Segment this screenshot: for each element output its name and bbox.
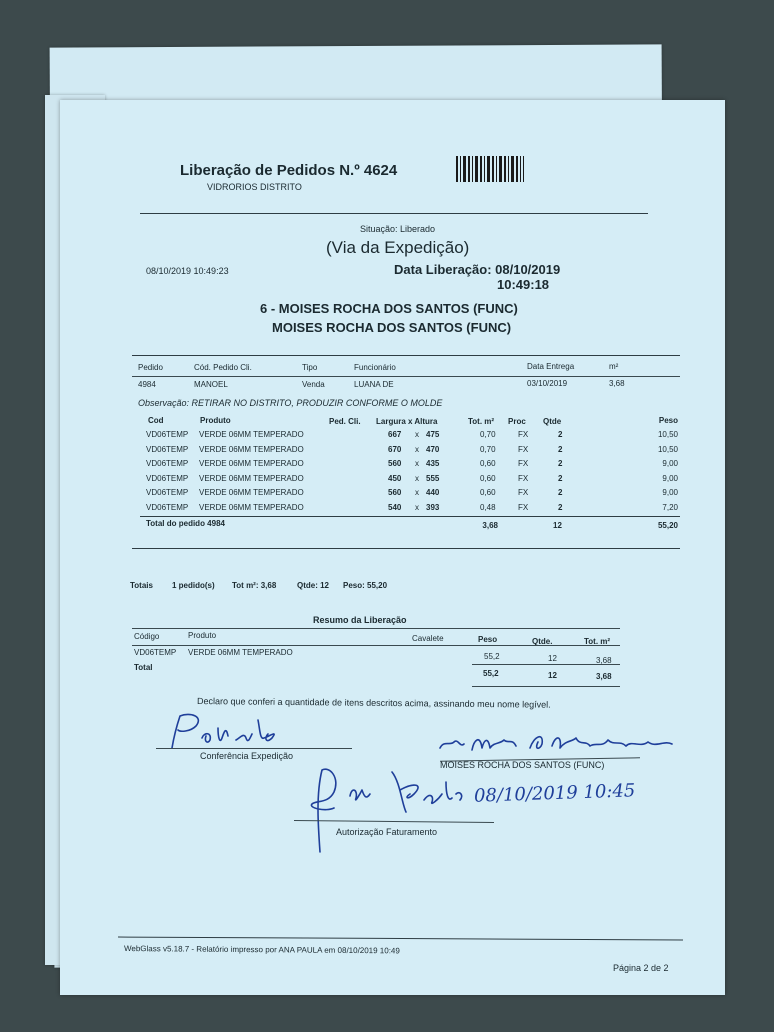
- item-cod: VD06TEMP: [146, 488, 189, 498]
- divider: [132, 628, 620, 629]
- liberacao-time: 10:49:18: [497, 277, 550, 292]
- client-line-2: MOISES ROCHA DOS SANTOS (FUNC): [272, 320, 512, 335]
- divider: [132, 645, 620, 646]
- item-produto: VERDE 06MM TEMPERADO: [199, 473, 304, 483]
- item-altura: 475: [426, 430, 440, 439]
- print-datetime: 08/10/2019 10:49:23: [146, 266, 229, 276]
- item-largura: 560: [388, 488, 402, 498]
- items-col-produto: Produto: [200, 416, 231, 425]
- col-data-entrega: Data Entrega: [527, 362, 575, 371]
- item-proc: FX: [518, 488, 529, 498]
- dimension-separator: x: [415, 473, 419, 483]
- order-data-entrega: 03/10/2019: [527, 379, 568, 388]
- order-m2: 3,68: [609, 379, 625, 388]
- resumo-total-qtde: 12: [548, 671, 557, 680]
- dimension-separator: x: [415, 459, 419, 469]
- resumo-peso: 55,2: [484, 652, 500, 661]
- client-signature: [434, 726, 679, 758]
- resumo-totm2: 3,68: [596, 656, 612, 665]
- item-cod: VD06TEMP: [146, 430, 189, 439]
- printed-by: WebGlass v5.18.7 - Relatório impresso por ANA PAULA em 08/10/2019 10:49: [123, 944, 400, 956]
- items-total-qtde: 12: [553, 521, 562, 530]
- item-produto: VERDE 06MM TEMPERADO: [199, 503, 304, 512]
- totais-peso: Peso: 55,20: [343, 581, 388, 590]
- resumo-produto: VERDE 06MM TEMPERADO: [188, 648, 293, 657]
- dimension-separator: x: [415, 503, 419, 512]
- company-name: VIDRORIOS DISTRITO: [207, 182, 302, 192]
- item-qtde: 2: [558, 444, 563, 454]
- item-qtde: 2: [558, 430, 563, 439]
- item-produto: VERDE 06MM TEMPERADO: [199, 459, 304, 469]
- items-total-peso: 55,20: [657, 521, 678, 530]
- resumo-qtde: 12: [548, 654, 557, 663]
- items-col-totm2: Tot. m²: [468, 417, 495, 426]
- col-m2: m²: [609, 362, 619, 371]
- autorizacao-signature: [300, 764, 470, 856]
- item-proc: FX: [518, 503, 529, 512]
- item-peso: 9,00: [662, 473, 678, 483]
- items-col-pedcli: Ped. Cli.: [329, 417, 361, 426]
- item-largura: 540: [388, 503, 402, 512]
- resumo-codigo: VD06TEMP: [134, 648, 177, 657]
- resumo-col-peso: Peso: [478, 635, 498, 644]
- item-peso: 9,00: [662, 459, 678, 469]
- resumo-col-cavalete: Cavalete: [412, 634, 444, 643]
- items-total-label: Total do pedido 4984: [146, 519, 225, 528]
- divider: [132, 548, 680, 549]
- item-qtde: 2: [558, 488, 563, 498]
- item-peso: 9,00: [662, 488, 678, 498]
- item-totm2: 0,60: [480, 459, 496, 469]
- page-number: Página 2 de 2: [613, 963, 669, 973]
- item-produto: VERDE 06MM TEMPERADO: [199, 488, 304, 498]
- dimension-separator: x: [415, 444, 419, 454]
- item-produto: VERDE 06MM TEMPERADO: [199, 444, 304, 454]
- item-totm2: 0,60: [480, 473, 496, 483]
- divider: [472, 686, 620, 687]
- item-altura: 440: [426, 488, 440, 498]
- item-peso: 10,50: [657, 444, 678, 454]
- col-tipo: Tipo: [302, 363, 318, 372]
- autorizacao-label: Autorização Faturamento: [336, 827, 438, 837]
- item-cod: VD06TEMP: [146, 473, 189, 483]
- col-funcionario: Funcionário: [354, 363, 396, 372]
- item-cod: VD06TEMP: [146, 444, 189, 454]
- liberacao-date: Data Liberação: 08/10/2019: [394, 262, 561, 277]
- signature-line: [156, 748, 352, 749]
- situacao-label: Situação: Liberado: [360, 224, 436, 234]
- item-proc: FX: [518, 430, 529, 439]
- item-altura: 435: [426, 459, 440, 469]
- item-largura: 670: [388, 444, 402, 454]
- resumo-total-label: Total: [134, 663, 153, 672]
- order-tipo: Venda: [302, 380, 325, 389]
- resumo-total-peso: 55,2: [483, 669, 499, 678]
- handwritten-date: 08/10/2019 10:45: [473, 780, 636, 807]
- item-proc: FX: [518, 459, 529, 469]
- item-proc: FX: [518, 444, 529, 454]
- client-line-1: 6 - MOISES ROCHA DOS SANTOS (FUNC): [260, 301, 518, 316]
- dimension-separator: x: [415, 430, 419, 439]
- document-title: Liberação de Pedidos N.º 4624: [180, 162, 398, 179]
- item-totm2: 0,70: [480, 430, 496, 439]
- col-cod-pedido-cli: Cód. Pedido Cli.: [194, 363, 252, 372]
- item-qtde: 2: [558, 473, 563, 483]
- item-altura: 555: [426, 473, 440, 483]
- item-qtde: 2: [558, 459, 563, 469]
- declaration: Declaro que conferi a quantidade de itens descritos acima, assinando meu nome legível.: [196, 696, 551, 710]
- item-totm2: 0,70: [480, 444, 496, 454]
- divider: [140, 213, 648, 214]
- resumo-col-qtde: Qtde.: [532, 637, 553, 646]
- item-peso: 10,50: [657, 430, 678, 439]
- item-largura: 450: [388, 473, 402, 483]
- resumo-col-produto: Produto: [188, 631, 217, 640]
- order-pedido: 4984: [138, 380, 156, 389]
- item-altura: 470: [426, 444, 440, 454]
- observacao: Observação: RETIRAR NO DISTRITO, PRODUZIR CONFORME O MOLDE: [138, 398, 443, 408]
- item-peso: 7,20: [662, 503, 678, 512]
- item-cod: VD06TEMP: [146, 503, 189, 512]
- resumo-col-codigo: Código: [134, 632, 160, 641]
- resumo-total-m2: 3,68: [596, 672, 612, 681]
- item-proc: FX: [518, 473, 529, 483]
- items-col-proc: Proc: [508, 417, 526, 426]
- items-col-dims: Largura x Altura: [376, 417, 438, 426]
- totais-qtde: Qtde: 12: [297, 581, 330, 590]
- items-col-qtde: Qtde: [543, 417, 562, 426]
- divider: [132, 376, 680, 377]
- item-qtde: 2: [558, 503, 563, 512]
- divider: [140, 516, 680, 517]
- totais-m2: Tot m²: 3,68: [232, 581, 277, 590]
- conferencia-label: Conferência Expedição: [200, 751, 294, 761]
- dimension-separator: x: [415, 488, 419, 498]
- item-produto: VERDE 06MM TEMPERADO: [199, 430, 304, 439]
- item-altura: 393: [426, 503, 440, 512]
- totais-pedidos: 1 pedido(s): [172, 581, 215, 590]
- item-cod: VD06TEMP: [146, 459, 189, 469]
- totais-label: Totais: [130, 581, 153, 590]
- barcode: [456, 156, 524, 182]
- divider: [132, 355, 680, 356]
- via-title: (Via da Expedição): [326, 238, 470, 257]
- divider: [472, 664, 620, 665]
- item-largura: 560: [388, 459, 402, 469]
- document-page: [60, 100, 725, 995]
- item-largura: 667: [388, 430, 402, 439]
- item-totm2: 0,60: [480, 488, 496, 498]
- order-funcionario: LUANA DE: [354, 380, 394, 389]
- items-col-peso: Peso: [658, 416, 678, 425]
- items-col-cod: Cod: [148, 416, 164, 425]
- client-name: MOISES ROCHA DOS SANTOS (FUNC): [440, 760, 605, 770]
- items-total-m2: 3,68: [482, 521, 498, 530]
- resumo-title: Resumo da Liberação: [313, 615, 407, 625]
- item-totm2: 0,48: [480, 503, 496, 512]
- order-cod-cli: MANOEL: [194, 380, 228, 389]
- divider: [118, 937, 683, 941]
- resumo-col-totm2: Tot. m²: [584, 637, 611, 646]
- col-pedido: Pedido: [138, 363, 163, 372]
